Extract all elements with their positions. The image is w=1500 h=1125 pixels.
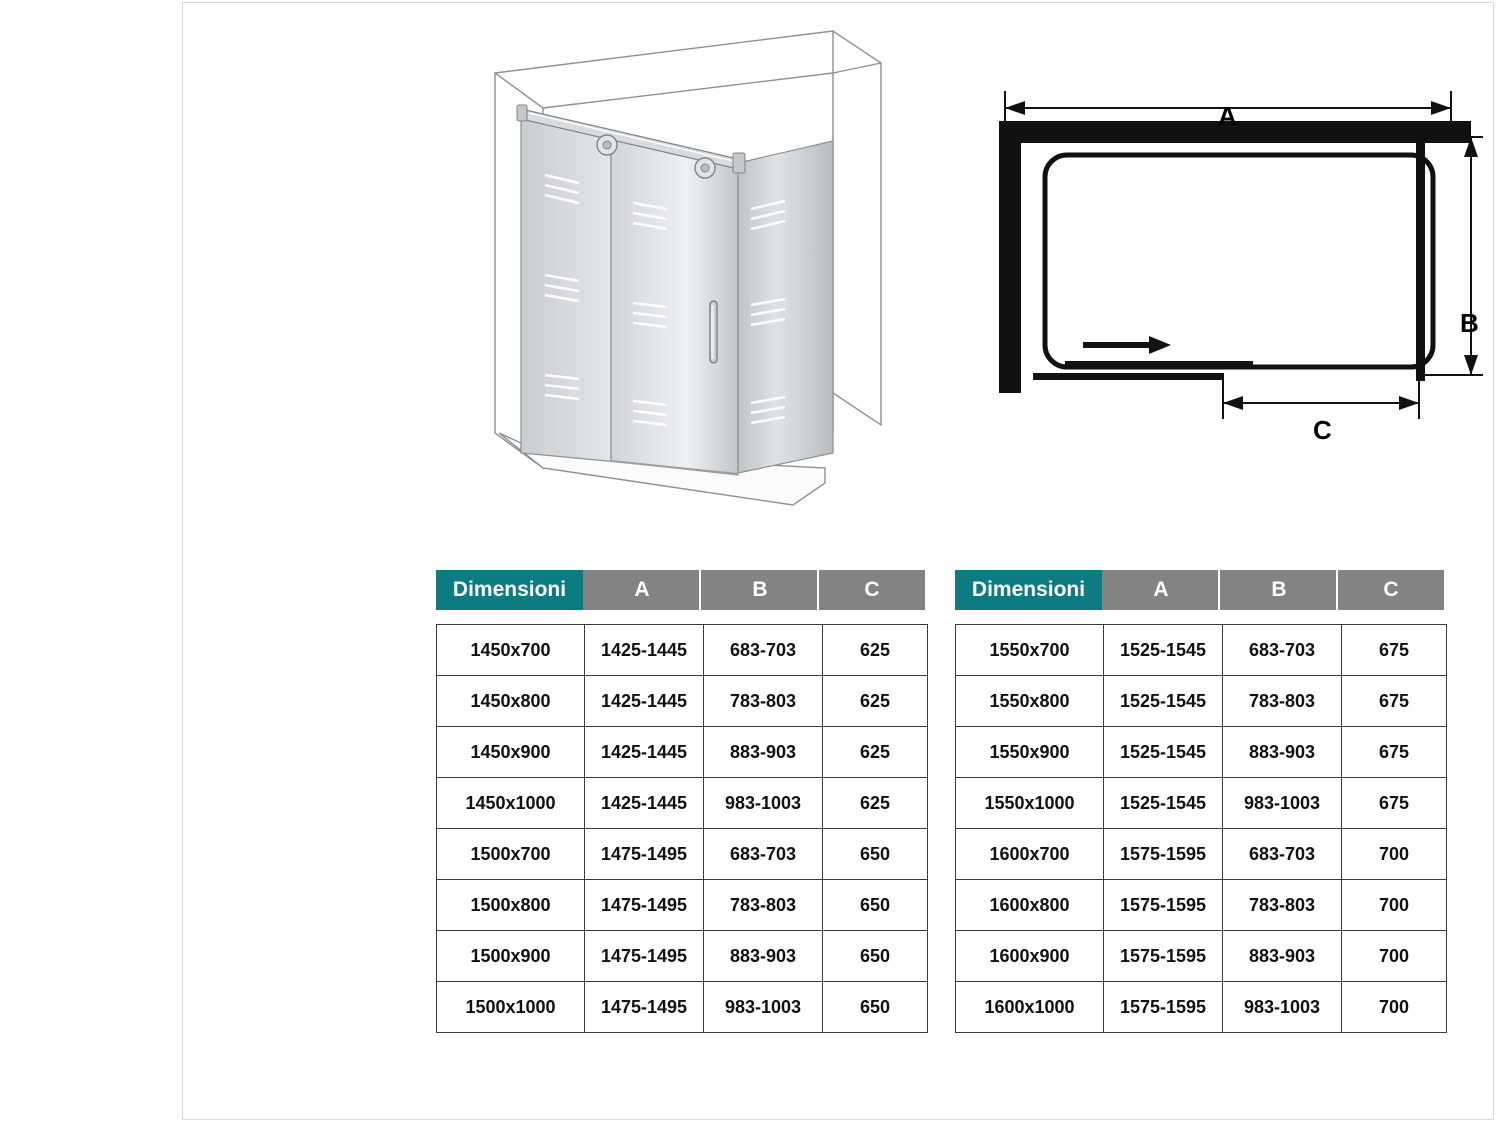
cell-size: 1500x900 (437, 931, 585, 982)
table-row (956, 829, 1447, 880)
dimensions-table-left (436, 570, 925, 1033)
dimension-c (1223, 373, 1419, 419)
cell-a: 1575-1595 (1104, 931, 1223, 982)
header-c: C (819, 570, 925, 610)
cell-size: 1600x700 (956, 829, 1104, 880)
door-handle (710, 301, 717, 363)
cell-c: 650 (823, 982, 928, 1033)
header-dimensioni: Dimensioni (436, 570, 583, 610)
cell-a: 1475-1495 (585, 982, 704, 1033)
dimensions-table-right (955, 570, 1444, 1033)
cell-b: 683-703 (704, 625, 823, 676)
header-c: C (1338, 570, 1444, 610)
cell-a: 1525-1545 (1104, 676, 1223, 727)
plan-label-b: B (1460, 308, 1479, 338)
table-row (437, 778, 928, 829)
cell-size: 1450x1000 (437, 778, 585, 829)
cell-b: 783-803 (1223, 880, 1342, 931)
cell-c: 625 (823, 727, 928, 778)
cell-b: 783-803 (704, 880, 823, 931)
cell-size: 1600x900 (956, 931, 1104, 982)
cell-b: 883-903 (704, 727, 823, 778)
cell-b: 883-903 (1223, 931, 1342, 982)
cell-c: 675 (1342, 676, 1447, 727)
cell-a: 1525-1545 (1104, 625, 1223, 676)
cell-size: 1550x700 (956, 625, 1104, 676)
isometric-shower-drawing (433, 13, 913, 533)
cell-a: 1425-1445 (585, 778, 704, 829)
cell-size: 1600x1000 (956, 982, 1104, 1033)
cell-size: 1500x1000 (437, 982, 585, 1033)
header-a: A (1102, 570, 1220, 610)
cell-b: 983-1003 (704, 982, 823, 1033)
cell-c: 650 (823, 880, 928, 931)
cell-b: 983-1003 (1223, 982, 1342, 1033)
table-header-right (955, 570, 1444, 610)
header-a: A (583, 570, 701, 610)
table-row (956, 625, 1447, 676)
cell-c: 625 (823, 625, 928, 676)
cell-c: 625 (823, 778, 928, 829)
table-row (437, 727, 928, 778)
table-row (437, 931, 928, 982)
cell-b: 683-703 (704, 829, 823, 880)
cell-size: 1600x800 (956, 880, 1104, 931)
cell-a: 1425-1445 (585, 625, 704, 676)
cell-c: 675 (1342, 625, 1447, 676)
cell-size: 1550x800 (956, 676, 1104, 727)
cell-a: 1475-1495 (585, 931, 704, 982)
table-row (956, 931, 1447, 982)
diagram-frame (182, 2, 1494, 1120)
cell-b: 983-1003 (1223, 778, 1342, 829)
cell-b: 883-903 (1223, 727, 1342, 778)
cell-size: 1450x800 (437, 676, 585, 727)
plan-label-a: A (1218, 101, 1237, 131)
table-row (437, 625, 928, 676)
cell-size: 1550x900 (956, 727, 1104, 778)
cell-size: 1500x800 (437, 880, 585, 931)
cell-b: 783-803 (1223, 676, 1342, 727)
slide-direction-arrow (1083, 336, 1171, 354)
cell-b: 683-703 (1223, 829, 1342, 880)
table-row (956, 880, 1447, 931)
cell-c: 700 (1342, 880, 1447, 931)
table-body-right (955, 624, 1447, 1033)
table-row (437, 676, 928, 727)
cell-b: 883-903 (704, 931, 823, 982)
table-header-left (436, 570, 925, 610)
cell-c: 700 (1342, 931, 1447, 982)
cell-c: 675 (1342, 778, 1447, 829)
cell-a: 1475-1495 (585, 829, 704, 880)
cell-c: 625 (823, 676, 928, 727)
cell-c: 650 (823, 931, 928, 982)
table-row (956, 778, 1447, 829)
cell-a: 1525-1545 (1104, 727, 1223, 778)
cell-b: 783-803 (704, 676, 823, 727)
cell-a: 1475-1495 (585, 880, 704, 931)
table-row (437, 829, 928, 880)
header-b: B (1220, 570, 1338, 610)
table-row (437, 982, 928, 1033)
cell-size: 1550x1000 (956, 778, 1104, 829)
table-row (437, 880, 928, 931)
cell-c: 650 (823, 829, 928, 880)
cell-c: 700 (1342, 829, 1447, 880)
cell-a: 1425-1445 (585, 727, 704, 778)
table-body-left (436, 624, 928, 1033)
cell-a: 1575-1595 (1104, 982, 1223, 1033)
table-row (956, 727, 1447, 778)
cell-c: 675 (1342, 727, 1447, 778)
cell-c: 700 (1342, 982, 1447, 1033)
cell-size: 1450x700 (437, 625, 585, 676)
cell-b: 983-1003 (704, 778, 823, 829)
table-row (956, 676, 1447, 727)
table-row (956, 982, 1447, 1033)
cell-b: 683-703 (1223, 625, 1342, 676)
header-dimensioni: Dimensioni (955, 570, 1102, 610)
cell-a: 1425-1445 (585, 676, 704, 727)
plan-label-c: C (1313, 415, 1332, 445)
cell-a: 1525-1545 (1104, 778, 1223, 829)
cell-size: 1500x700 (437, 829, 585, 880)
cell-a: 1575-1595 (1104, 880, 1223, 931)
plan-view-drawing (973, 73, 1500, 513)
header-b: B (701, 570, 819, 610)
cell-size: 1450x900 (437, 727, 585, 778)
cell-a: 1575-1595 (1104, 829, 1223, 880)
